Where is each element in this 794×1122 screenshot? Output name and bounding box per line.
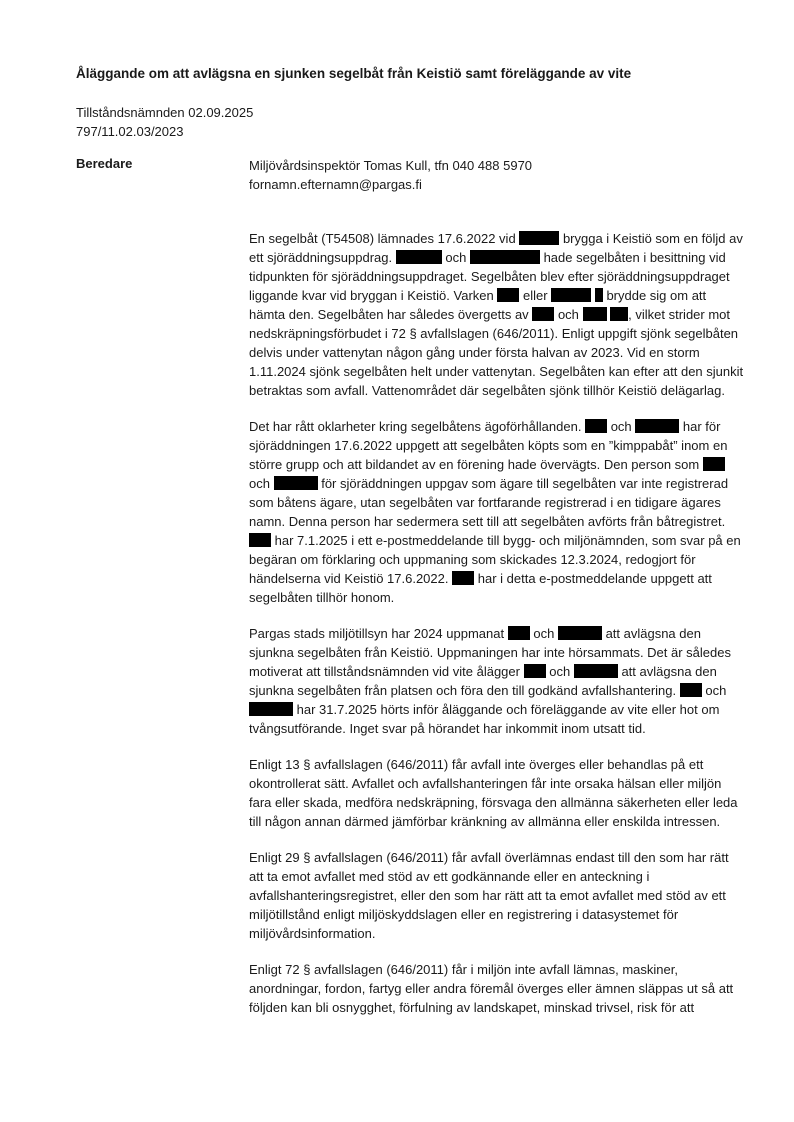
paragraph-5: Enligt 29 § avfallslagen (646/2011) får avfall överlämnas endast till den som har rätt att ta emot avfallet med stöd av ett godkännande eller en anteckning i avfallshanteringsregistret, eller den som har rätt att ta emot avfallet med stöd av ett miljötillstånd enligt miljöskyddslagen eller en registrering i datasystemet för miljövårdsinformation.	[249, 850, 729, 941]
redaction	[583, 307, 607, 321]
redaction	[470, 250, 540, 264]
text-run: brygga i Keistiö som en följd av ett sjöräddningsuppdrag.	[249, 231, 743, 265]
redaction	[558, 626, 602, 640]
paragraph-2	[249, 417, 745, 607]
redaction	[508, 626, 530, 640]
preparer-email: fornamn.efternamn@pargas.fi	[249, 177, 422, 192]
redaction	[249, 702, 293, 716]
redaction	[585, 419, 607, 433]
text-run: En segelbåt (T54508) lämnades 17.6.2022 vid	[249, 231, 516, 246]
text-run: och	[549, 664, 571, 679]
redaction	[532, 307, 554, 321]
redaction	[274, 476, 318, 490]
text-run: att avlägsna den sjunkna segelbåten från Keistiö. Uppmaningen har inte hörsammats. Det är således motiverat att tillståndsnämnden vid vite ålägger	[249, 626, 731, 679]
document-title: Åläggande om att avlägsna en sjunken segelbåt från Keistiö samt föreläggande av vite	[76, 66, 632, 81]
redaction	[519, 231, 559, 245]
paragraph-1	[249, 229, 745, 400]
text-run: och	[249, 476, 270, 491]
redaction	[595, 288, 603, 302]
text-run: har i detta e-postmeddelande uppgett att segelbåten tillhör honom.	[249, 571, 712, 605]
text-run: har 7.1.2025 i ett e-postmeddelande till bygg- och miljönämnden, som svar på en begäran om förklaring och uppmaning som skickades 12.3.2024, redogjort för händelserna vid Keistiö 17.6.2022.	[249, 533, 741, 586]
text-run: , vilket strider mot nedskräpningsförbudet i 72 § avfallslagen (646/2011). Enligt uppgift sjönk segelbåten delvis under vattenytan någon gång under första halvan av 2023. Vid en storm 1.11.2024 sjönk segelbåten helt under vattenytan. Segelbåten kan efter att den sjunkit betraktas som avfall. Vattenområdet där segelbåten sjönk tillhör Keistiö delägarlag.	[249, 307, 744, 398]
preparer-contact	[249, 156, 532, 194]
text-run: och	[705, 683, 727, 698]
redaction	[680, 683, 702, 697]
preparer-name: Miljövårdsinspektör Tomas Kull, tfn 040 488 5970	[249, 158, 533, 173]
redaction	[610, 307, 628, 321]
text-run: har för sjöräddningen 17.6.2022 uppgett att segelbåten köpts som en ”kimppabåt” inom en större grupp och att bildandet av en förening hade övervägts. Den person som	[249, 419, 728, 472]
meeting-date: Tillståndsnämnden 02.09.2025	[76, 105, 254, 120]
text-run: och	[445, 250, 467, 265]
document-body	[249, 229, 745, 1034]
text-run: för sjöräddningen uppgav som ägare till segelbåten var inte registrerad som båtens ägare, utan segelbåten var fortfarande registrerad i en tidigare ägares namn. Denna person har sedermera sett till att segelbåten avförts från båtregistret.	[249, 476, 729, 529]
paragraph-6: Enligt 72 § avfallslagen (646/2011) får i miljön inte avfall lämnas, maskiner, anordningar, fordon, fartyg eller andra föremål överges eller ämnen släppas ut så att följden kan bli osnygghet, förfulning av landskapet, minskad trivsel, risk för att	[249, 962, 734, 1015]
redaction	[396, 250, 442, 264]
text-run: brydde sig om att hämta den. Segelbåten har således övergetts av	[249, 288, 707, 322]
text-run: hade segelbåten i besittning vid tidpunkten för sjöräddningsuppdraget. Segelbåten blev efter sjöräddningsuppdraget liggande kvar vid bryggan i Keistiö. Varken	[249, 250, 730, 303]
paragraph-3	[249, 624, 745, 738]
redaction	[635, 419, 679, 433]
text-run: och	[533, 626, 555, 641]
text-run: eller	[522, 288, 548, 303]
redaction	[551, 288, 591, 302]
text-run: har 31.7.2025 hörts inför åläggande och föreläggande av vite eller hot om tvångsutförande. Inget svar på hörandet har inkommit inom utsatt tid.	[249, 702, 720, 736]
text-run: Pargas stads miljötillsyn har 2024 uppmanat	[249, 626, 505, 641]
redaction	[249, 533, 271, 547]
redaction	[574, 664, 618, 678]
preparer-label: Beredare	[76, 156, 133, 171]
redaction	[497, 288, 519, 302]
case-number: 797/11.02.03/2023	[76, 124, 184, 139]
redaction	[703, 457, 725, 471]
text-run: Det har rått oklarheter kring segelbåtens ägoförhållanden.	[249, 419, 582, 434]
text-run: att avlägsna den sjunkna segelbåten från platsen och föra den till godkänd avfallshantering.	[249, 664, 717, 698]
text-run: och	[610, 419, 632, 434]
text-run: och	[557, 307, 579, 322]
redaction	[524, 664, 546, 678]
redaction	[452, 571, 474, 585]
paragraph-4: Enligt 13 § avfallslagen (646/2011) får avfall inte överges eller behandlas på ett okontrollerat sätt. Avfallet och avfallshanteringen får inte orsaka hälsan eller miljön fara eller skada, medföra nedskräpning, försvaga den allmänna säkerheten eller leda till någon annan därmed jämförbar kränkning av allmänna eller enskilda intressen.	[249, 757, 738, 829]
meeting-info	[76, 103, 253, 141]
